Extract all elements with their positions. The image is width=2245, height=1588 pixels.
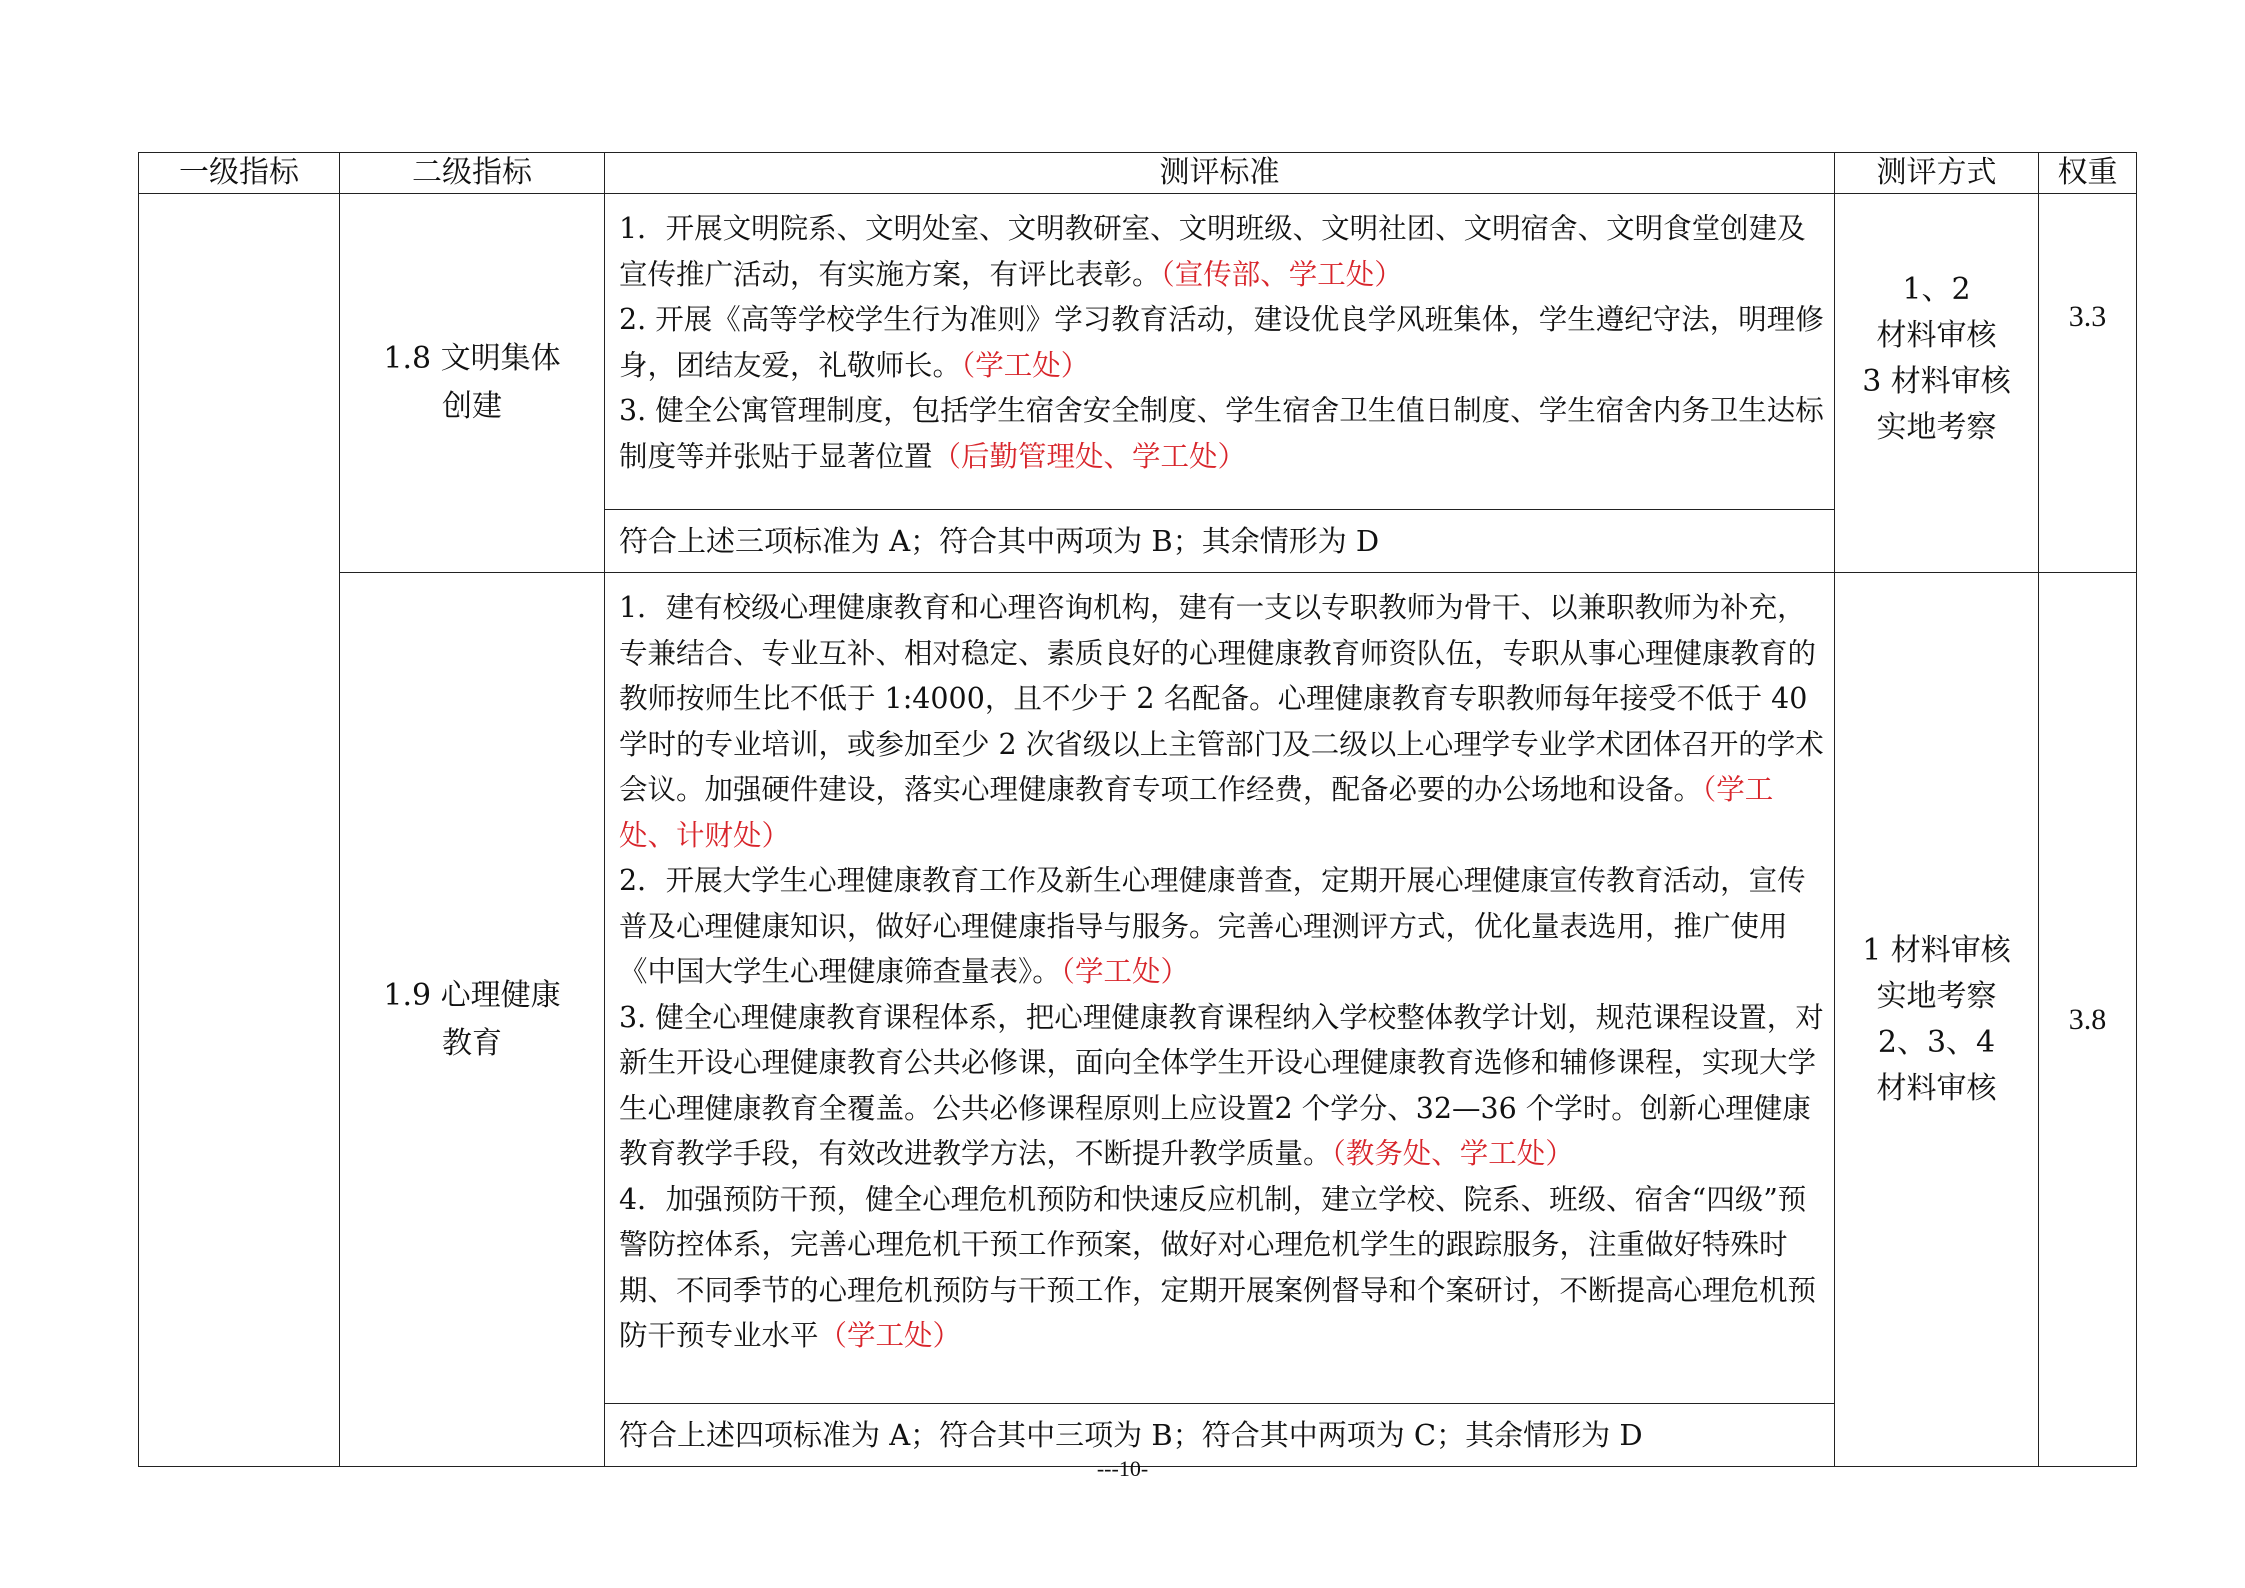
header-weight: 权重 bbox=[2039, 153, 2137, 194]
method-line: 1、2 bbox=[1902, 272, 1971, 307]
header-row bbox=[139, 153, 2137, 194]
method-line: 实地考察 bbox=[1876, 978, 1997, 1014]
method-line: 2、3、4 bbox=[1877, 1024, 1996, 1060]
header-evaluation-standard: 测评标准 bbox=[605, 153, 1835, 194]
criterion-text: 1．建有校级心理健康教育和心理咨询机构，建有一支以专职教师为骨干、以兼职教师为补充，专兼结合、专业互补、相对稳定、素质良好的心理健康教育师资队伍，专职从事心理健康教育的教师按师生比不低于 1:4000，且不少于 2 名配备。心理健康教育专职教师每年接受不低于 40 学时的专业培训，或参加至少 2 次省级以上主管部门及二级以上心理学专业学术团体召开的学术会议。加强硬件建设，落实心理健康教育专项工作经费，配备必要的办公场地和设备。 bbox=[619, 591, 1824, 806]
criteria-cell bbox=[605, 194, 1835, 510]
responsible-dept: （学工处） bbox=[1060, 955, 1190, 988]
criterion-text: 2. 开展《高等学校学生行为准则》学习教育活动，建设优良学风班集体，学生遵纪守法，明理修身，团结友爱，礼敬师长。 bbox=[619, 303, 1824, 382]
secondary-indicator-cell bbox=[340, 573, 605, 1467]
method-cell bbox=[1835, 573, 2039, 1467]
secondary-indicator-line: 1.9 心理健康 bbox=[383, 977, 561, 1013]
criterion-text: 3. 健全公寓管理制度，包括学生宿舍安全制度、学生宿舍卫生值日制度、学生宿舍内务卫生达标制度等并张贴于显著位置 bbox=[619, 394, 1824, 473]
header-secondary-indicator: 二级指标 bbox=[340, 153, 605, 194]
criterion-item bbox=[619, 206, 1826, 297]
criterion-item bbox=[619, 297, 1826, 388]
weight-cell: 3.3 bbox=[2039, 194, 2137, 573]
method-line: 1 材料审核 bbox=[1862, 932, 2011, 968]
criterion-text: 1．开展文明院系、文明处室、文明教研室、文明班级、文明社团、文明宿舍、文明食堂创建及宣传推广活动，有实施方案，有评比表彰。 bbox=[619, 212, 1806, 291]
method-line: 3 材料审核 bbox=[1862, 364, 2011, 399]
page-number: ---10- bbox=[1096, 1456, 1149, 1481]
responsible-dept: （后勤管理处、学工处） bbox=[932, 439, 1247, 473]
table-row bbox=[139, 194, 2137, 510]
responsible-dept: （教务处、学工处） bbox=[1331, 1137, 1574, 1170]
primary-indicator-cell bbox=[139, 194, 340, 1467]
summary-cell: 符合上述三项标准为 A；符合其中两项为 B；其余情形为 D bbox=[605, 510, 1835, 573]
criterion-item bbox=[619, 585, 1826, 858]
method-line: 材料审核 bbox=[1876, 318, 1997, 353]
criterion-item bbox=[619, 1177, 1826, 1359]
evaluation-table bbox=[138, 152, 2137, 1467]
secondary-indicator-line: 教育 bbox=[442, 1025, 502, 1061]
secondary-indicator-line: 创建 bbox=[442, 389, 502, 424]
criteria-cell bbox=[605, 573, 1835, 1404]
criterion-text: 4．加强预防干预，健全心理危机预防和快速反应机制，建立学校、院系、班级、宿舍“四级”预警防控体系，完善心理危机干预工作预案，做好对心理危机学生的跟踪服务，注重做好特殊时期、不同季节的心理危机预防与干预工作，定期开展案例督导和个案研讨，不断提高心理危机预防干预专业水平 bbox=[619, 1182, 1817, 1352]
header-evaluation-method: 测评方式 bbox=[1835, 153, 2039, 194]
table-row bbox=[139, 573, 2137, 1404]
secondary-indicator-line: 1.8 文明集体 bbox=[383, 341, 561, 376]
method-line: 材料审核 bbox=[1876, 1070, 1997, 1106]
secondary-indicator-cell bbox=[340, 194, 605, 573]
responsible-dept: （宣传部、学工处） bbox=[1160, 257, 1403, 291]
responsible-dept: （学工处） bbox=[818, 1319, 962, 1352]
header-primary-indicator: 一级指标 bbox=[139, 153, 340, 194]
method-line: 实地考察 bbox=[1876, 410, 1997, 445]
criterion-item bbox=[619, 858, 1826, 995]
criterion-text: 3. 健全心理健康教育课程体系，把心理健康教育课程纳入学校整体教学计划，规范课程设置，对新生开设心理健康教育公共必修课，面向全体学生开设心理健康教育选修和辅修课程，实现大学生心理健康教育全覆盖。公共必修课程原则上应设置2 个学分、32—36 个学时。创新心理健康教育教学手段，有效改进教学方法，不断提升教学质量。 bbox=[619, 1000, 1824, 1170]
responsible-dept: （学工处） bbox=[961, 348, 1090, 382]
method-cell bbox=[1835, 194, 2039, 573]
weight-cell: 3.8 bbox=[2039, 573, 2137, 1467]
summary-cell: 符合上述四项标准为 A；符合其中三项为 B；符合其中两项为 C；其余情形为 D bbox=[605, 1404, 1835, 1467]
criterion-item bbox=[619, 388, 1826, 479]
criterion-text: 2．开展大学生心理健康教育工作及新生心理健康普查，定期开展心理健康宣传教育活动，宣传普及心理健康知识，做好心理健康指导与服务。完善心理测评方式，优化量表选用，推广使用《中国大学生心理健康筛查量表》。 bbox=[619, 864, 1806, 988]
criterion-item bbox=[619, 995, 1826, 1177]
responsible-dept: （学工处、计财处） bbox=[619, 773, 1774, 852]
